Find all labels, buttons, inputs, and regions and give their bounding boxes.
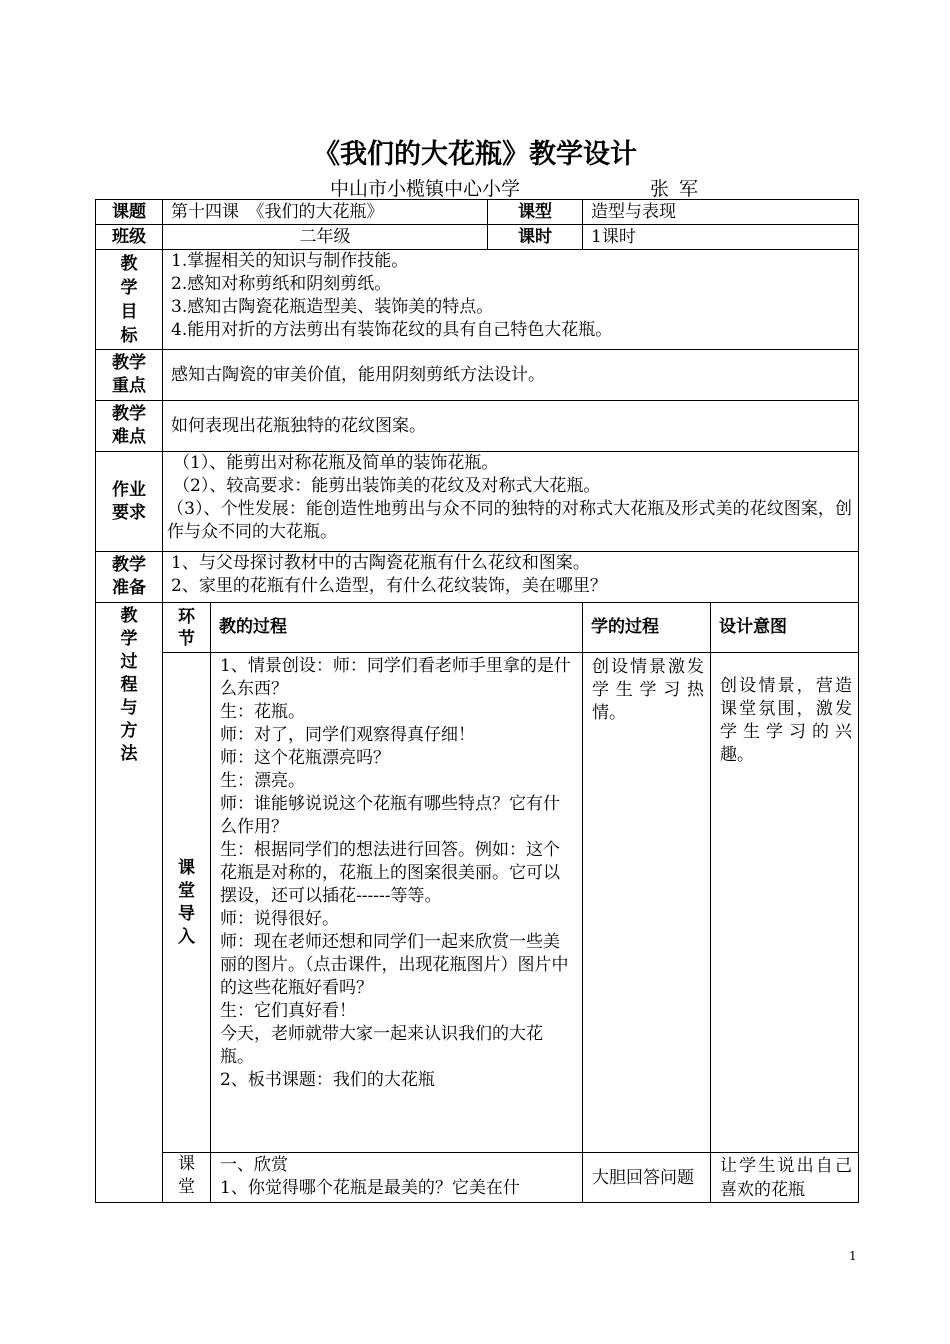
homework-label-text: 作业 要求	[112, 479, 146, 523]
preparation-label	[96, 552, 163, 603]
type-value: 造型与表现	[583, 200, 859, 225]
difficulties-text: 如何表现出花瓶独特的花纹图案。	[163, 401, 859, 452]
hours-label: 课时	[488, 225, 583, 250]
type-label: 课型	[488, 200, 583, 225]
homework-item: （1）、能剪出对称花瓶及简单的装饰花瓶。	[173, 453, 499, 473]
teacher-line: 师：对了，同学们观察得真仔细！	[220, 725, 475, 745]
goals-label-text: 教 学 目 标	[120, 254, 138, 346]
topic-label: 课题	[96, 200, 163, 225]
teacher-line: 今天，老师就带大家一起来认识我们的大花瓶。	[220, 1024, 543, 1067]
teacher-line: 师：说得很好。	[220, 909, 339, 929]
topic-value: 第十四课 《我们的大花瓶》	[163, 200, 488, 225]
hours-value: 1课时	[583, 225, 859, 250]
homework-label	[96, 452, 163, 552]
school-name: 中山市小榄镇中心小学	[330, 178, 521, 200]
teacher-line: 师：现在老师还想和同学们一起来欣赏一些美丽的图片。（点击课件，出现花瓶图片）图片中的这些花瓶好看吗？	[220, 932, 569, 998]
homework-item: （3）、个性发展：能创造性地剪出与众不同的独特的对称式大花瓶及形式美的花纹图案，创作与众不同的大花瓶。	[167, 499, 853, 542]
homework-item: （2）、较高要求：能剪出装饰美的花纹及对称式大花瓶。	[173, 476, 601, 496]
student-column-header: 学的过程	[583, 603, 711, 653]
stage-row-intro	[96, 653, 859, 1153]
process-header-row	[96, 603, 859, 653]
difficulties-label	[96, 401, 163, 452]
goal-item: 4.能用对折的方法剪出有装饰花纹的具有自己特色大花瓶。	[171, 320, 613, 340]
teacher-line: 1、情景创设：师：同学们看老师手里拿的是什么东西？	[220, 656, 571, 699]
preparation-item: 1、与父母探讨教材中的古陶瓷花瓶有什么花纹和图案。	[171, 553, 590, 573]
key-points-label	[96, 350, 163, 401]
preparation-content	[163, 552, 859, 603]
preparation-row	[96, 552, 859, 603]
goals-label	[96, 250, 163, 350]
stage-column-header	[163, 603, 211, 653]
goal-item: 1.掌握相关的知识与制作技能。	[171, 251, 409, 271]
key-points-label-text: 教学 重点	[112, 353, 146, 396]
goal-item: 3.感知古陶瓷花瓶造型美、装饰美的特点。	[171, 297, 494, 317]
process-label	[96, 603, 163, 1203]
difficulties-label-text: 教学 难点	[112, 404, 146, 447]
stage-intro-label-text: 课 堂 导 入	[178, 857, 195, 947]
teacher-line: 2、板书课题：我们的大花瓶	[220, 1070, 435, 1090]
key-points-text: 感知古陶瓷的审美价值，能用阴刻剪纸方法设计。	[163, 350, 859, 401]
stage-row-class	[96, 1153, 859, 1203]
lesson-plan-table	[95, 199, 859, 1203]
stage-class-label	[163, 1153, 211, 1203]
class-row	[96, 225, 859, 250]
stage-class-teacher	[211, 1153, 583, 1203]
difficulties-row	[96, 401, 859, 452]
stage-column-header-text: 环 节	[178, 606, 195, 649]
stage-class-intent: 让学生说出自己喜欢的花瓶	[711, 1153, 859, 1203]
stage-class-student: 大胆回答问题	[583, 1153, 711, 1203]
key-points-row	[96, 350, 859, 401]
stage-intro-teacher	[211, 653, 583, 1153]
teacher-line: 师：这个花瓶漂亮吗？	[220, 748, 390, 768]
preparation-label-text: 教学 准备	[112, 555, 146, 598]
stage-intro-intent: 创设情景，营造课堂氛围，激发学生学习的兴趣。	[711, 653, 859, 1153]
teacher-line: 1、你觉得哪个花瓶是最美的？它美在什	[220, 1178, 520, 1198]
teacher-line: 一、欣赏	[220, 1155, 288, 1175]
homework-row	[96, 452, 859, 552]
homework-content	[163, 452, 859, 552]
topic-row	[96, 200, 859, 225]
goals-row	[96, 250, 859, 350]
intent-column-header: 设计意图	[711, 603, 859, 653]
class-value: 二年级	[163, 225, 488, 250]
stage-intro-student: 创设情景激发学生学习热情。	[583, 653, 711, 1153]
stage-class-label-text: 课 堂	[178, 1154, 195, 1197]
goals-content	[163, 250, 859, 350]
teacher-line: 生：根据同学们的想法进行回答。例如：这个花瓶是对称的，花瓶上的图案很美丽。它可以摆设，还可以插花------等等。	[220, 840, 560, 906]
goal-item: 2.感知对称剪纸和阴刻剪纸。	[171, 274, 392, 294]
page-number: 1	[849, 1249, 857, 1263]
teacher-column-header: 教的过程	[211, 603, 583, 653]
stage-intro-label	[163, 653, 211, 1153]
teacher-line: 生：漂亮。	[220, 771, 305, 791]
class-label: 班级	[96, 225, 163, 250]
teacher-line: 师：谁能够说说这个花瓶有哪些特点？它有什么作用？	[220, 794, 560, 837]
teacher-line: 生：它们真好看！	[220, 1001, 356, 1021]
author-name: 张军	[650, 178, 709, 200]
process-label-text: 教 学 过 程 与 方 法	[120, 606, 138, 764]
preparation-item: 2、家里的花瓶有什么造型，有什么花纹装饰，美在哪里？	[171, 576, 607, 596]
teacher-line: 生：花瓶。	[220, 702, 305, 722]
document-title: 《我们的大花瓶》教学设计	[313, 139, 637, 170]
